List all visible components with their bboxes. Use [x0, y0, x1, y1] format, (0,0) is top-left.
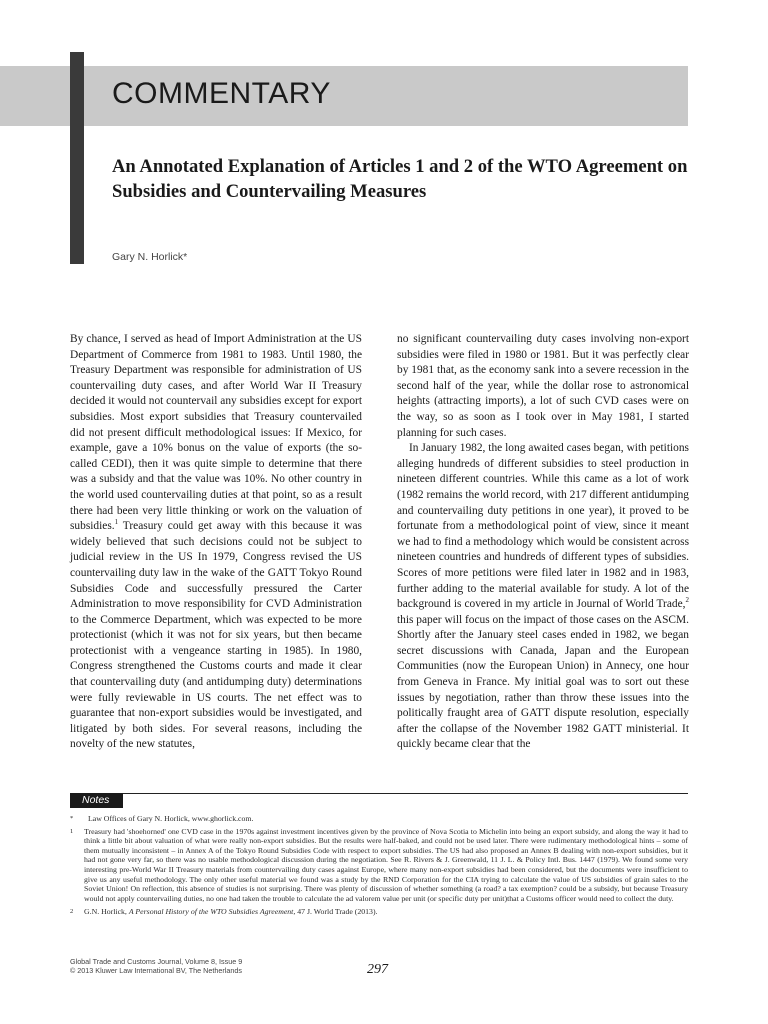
- footnote-2: 2 G.N. Horlick, A Personal History of the WTO Subsidies Agreement, 47 J. World Trade (2013).: [70, 907, 378, 917]
- journal-citation: Global Trade and Customs Journal, Volume 8, Issue 9 © 2013 Kluwer Law International BV, The Netherlands: [70, 957, 243, 975]
- footnote-author: * Law Offices of Gary N. Horlick, www.ghorlick.com.: [70, 814, 254, 823]
- footnote-ref[interactable]: 1: [114, 518, 119, 527]
- body-column-right: [397, 332, 689, 753]
- body-column-left: [70, 332, 362, 753]
- paragraph: In January 1982, the long awaited cases began, with petitions alleging hundreds of different subsidies to steel production in nineteen different countries. While this came as a lot of work (1982 remains the world record, with 217 different antidumping and countervailing duty petitions in one year), it proved to be fortunate from a methodological point of view, since it meant we had to find a methodology which would be consistent across nineteen countries and hundreds of different types of subsidies. Scores of more petitions were filed later in 1982 and in 1983, further adding to the material available for study. A lot of the background is covered in my article in Journal of World Trade,$^2$ this paper will focus on the impact of those cases on the ASCM. Shortly after the January steel cases ended in 1982, we began secret discussions with Canada, Japan and the European Communities (now the European Union) in Annecy, one hour from Geneva in France. My initial goal was to sort out these issues by negotiation, rather than throw these issues into the politically fraught area of GATT dispute resolution, especially after the collapse of the November 1982 GATT ministerial. It quickly became clear that the: [397, 442, 689, 751]
- accent-vertical-bar: [70, 52, 84, 264]
- footnote-mark: 1: [70, 827, 74, 835]
- section-label: COMMENTARY: [112, 77, 331, 110]
- paragraph: no significant countervailing duty cases involving non-export subsidies were filed in 1980 or 1981. But it was perfectly clear by 1981 that, as the economy sank into a severe recession in the second half of the year, while the dollar rose to astronomical heights (attracting imports), a lot of such CVD cases were on the way, so as soon as I took over in May 1981, I started planning for such cases.: [397, 333, 689, 439]
- article-title: An Annotated Explanation of Articles 1 and 2 of the WTO Agreement on Subsidies and Countervailing Measures: [112, 156, 688, 202]
- footnote-1: 1 Treasury had 'shoehorned' one CVD case in the 1970s against investment incentives given by the province of Nova Scotia to Michelin into being an export subsidy, and along the way it had to think a little bit about valuation of what were really non-export subsidies. But the results were half-baked, and could not be used later. There were rudimentary methodological hints – some of them mutually inconsistent – in Annex A of the Tokyo Round Subsidies Code with respect to export subsidies. The US had also proposed an Annex B dealing with non-export subsidies, but it had not gone very far, so there was no usable methodological discussion during the negotiation. See R. Rivers & J. Greenwald, 11 J. L. & Policy Intl. Bus. 1447 (1979). We found some very interesting pre-World War II Treasury materials from countervailing duty cases against Europe, where many non-export subsidies had been considered, but the documents were insufficient to give us any useful methodology. The only other useful material we found was a study by the RND Corporation for the CIA trying to calculate the value of US subsidies of grain sales to the Soviet Union! On reflection, this absence of studies is not surprising. There was plenty of discussion of whether something (a road? a tax exemption? could be a subsidy, but because Treasury would not apply countervailing duties, no one had taken the trouble to calculate the ad valorem value per unit (or specific duty per unit)that a Customs officer would need to collect the duty.: [70, 826, 688, 903]
- notes-label: Notes: [70, 793, 123, 808]
- page-number: 297: [367, 962, 388, 977]
- footnotes: [70, 814, 688, 920]
- footnote-mark: 2: [70, 908, 74, 916]
- author-name: Gary N. Horlick*: [112, 251, 188, 263]
- notes-divider: [70, 793, 688, 794]
- footnote-ref[interactable]: 2: [685, 596, 689, 605]
- section-header-band: [0, 66, 688, 126]
- paragraph: By chance, I served as head of Import Administration at the US Department of Commerce from 1981 to 1983. Until 1980, the Treasury Department was responsible for administration of US countervailing duty cases, and after World War II Treasury decided it would not countervail any subsidies except for export subsidies. Most export subsidies that Treasury countervailed did not present difficult methodological issues: If Mexico, for example, gave a 10% bonus on the value of exports (the so-called CEDI), then it was quite simple to determine that there was a subsidy and that the value was 10%. No other country in the world used countervailing duties at that point, so as a result there had been very little thinking or work on the valuation of subsidies.$^1$ Treasury could get away with this because it was widely believed that such decisions could not be subject to judicial review in the US In 1979, Congress revised the US countervailing duty law in the wake of the GATT Tokyo Round Subsidies Code and successfully pressured the Carter Administration to move responsibility for CVD Administration to the Commerce Department, which was expected to be more protectionist (which it was not for six years, but then became protectionist with a vengeance starting in 1985). In 1980, Congress strengthened the Customs courts and made it clear that countervailing duty (and antidumping duty) determinations were fully reviewable in US courts. The net effect was to guarantee that non-export subsidies would be investigated, and litigated by both sides. For several reasons, including the novelty of the new statutes,: [70, 333, 362, 751]
- footnote-mark: *: [70, 815, 74, 822]
